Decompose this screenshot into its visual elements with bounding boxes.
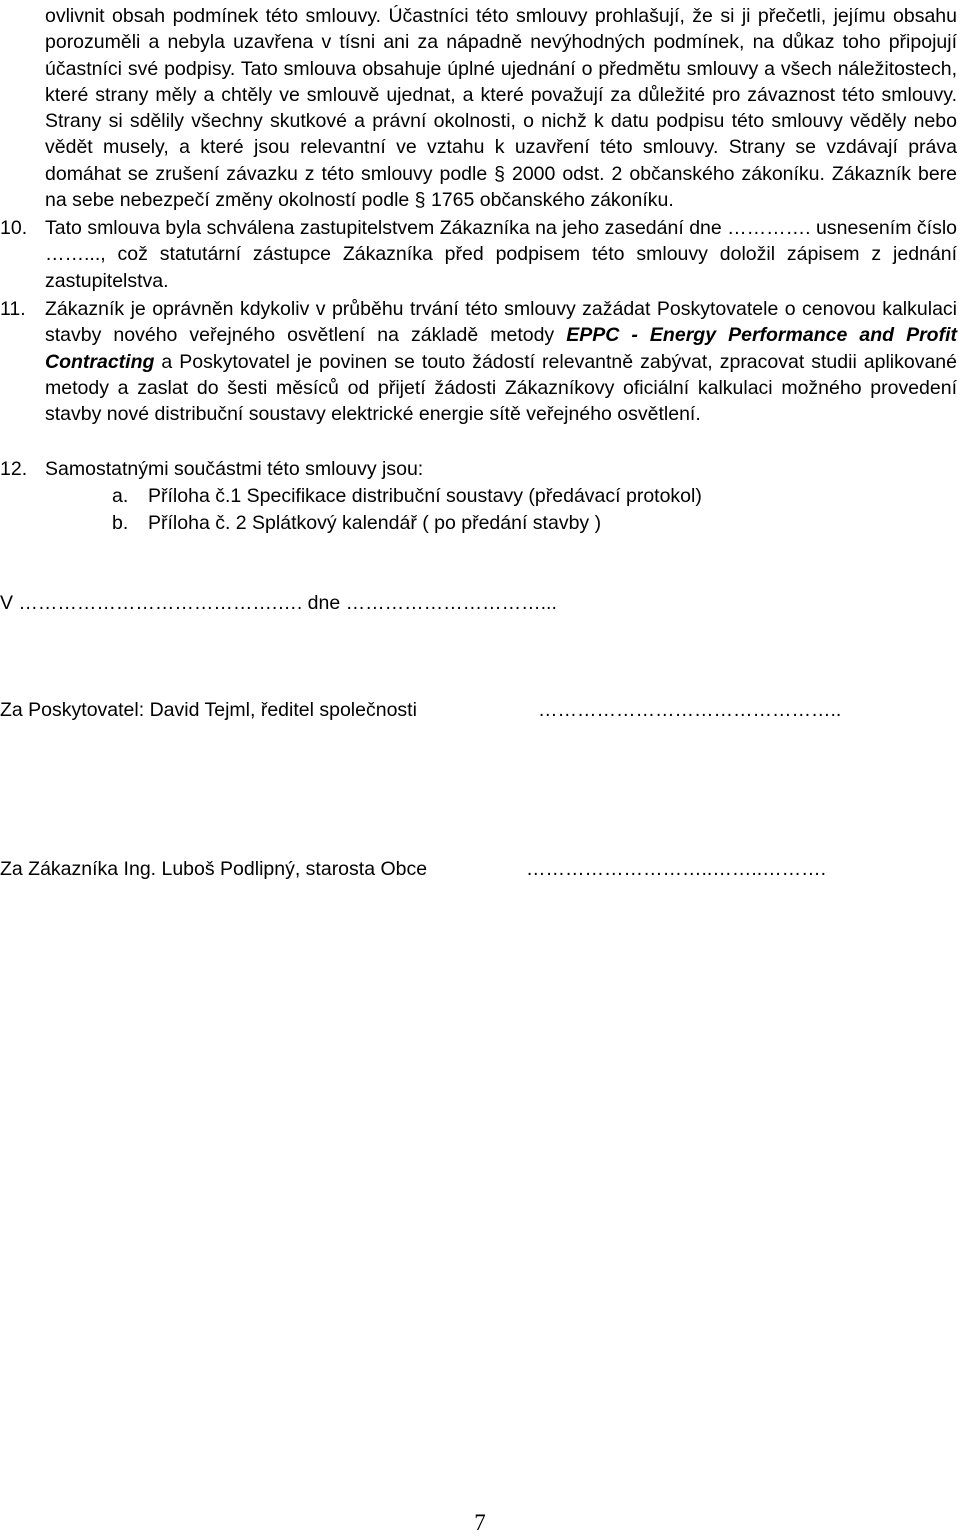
signature-line: ………………………..……..………. <box>526 858 827 880</box>
item-number: 10. <box>0 217 28 239</box>
subitem-text: Příloha č.1 Specifikace distribuční soustavy (předávací protokol) <box>148 485 702 507</box>
subitem-letter: b. <box>112 512 129 534</box>
item-number: 11. <box>0 298 26 320</box>
signature-line: ……………………………………….. <box>538 699 842 721</box>
place-date-line: V ………………………………….…. dne …………………………... <box>0 592 557 614</box>
item-text-part: Zákazník je oprávněn kdykoliv v průběhu trvání této smlouvy zažádat Poskytovatele o cenovou kalkulaci stavby nového veřejného osvětlení na základě metody <box>45 298 957 347</box>
subitem-text: Příloha č. 2 Splátkový kalendář ( po předání stavby ) <box>148 512 602 534</box>
paragraph-text: 1765 občanského zákoníku. <box>425 189 674 212</box>
signature-label: Za Poskytovatel: David Tejml, ředitel společnosti <box>0 699 417 721</box>
item-text <box>45 296 957 427</box>
paragraph-text: ovlivnit obsah podmínek této smlouvy. Účastníci této smlouvy prohlašují, že si ji přečetli, jejímu obsahu porozuměli a nebyla uzavřena v tísni ani za nápadně nevýhodných podmínek, na důkaz toho připojují účastníci své podpisy. Tato smlouva obsahuje úplné ujednání o předmětu smlouvy a všech náležitostech, které strany měly a chtěly ve smlouvě ujednat, a které považují za důležité pro závaznost této smlouvy. Strany si sdělily všechny skutkové a právní okolnosti, o nichž k datu podpisu této smlouvy věděly nebo vědět musely, a které jsou relevantní ve vztahu k uzavření této smlouvy. Strany se vzdávají práva domáhat se zrušení závazku z této smlouvy podle <box>45 5 957 185</box>
paragraph-text: 2000 odst. 2 občanského zákoníku. Zákazník bere na sebe nebezpečí změny okolností podle <box>45 162 958 212</box>
item-text-part: a Poskytovatel je povinen se touto žádostí relevantně zabývat, zpracovat studii aplikované metody a zaslat do šesti měsíců od přijetí žádosti Zákazníkovy oficiální kalkulaci možného provedení stavby nové distribuční soustavy elektrické energie sítě veřejného osvětlení. <box>45 350 957 426</box>
subitem-letter: a. <box>112 485 129 507</box>
closing-paragraph <box>45 3 957 213</box>
section-sign: § <box>414 189 426 212</box>
page-number: 7 <box>474 1510 486 1535</box>
section-sign: § <box>494 162 506 185</box>
item-text: Samostatnými součástmi této smlouvy jsou: <box>45 458 424 480</box>
signature-label: Za Zákazníka Ing. Luboš Podlipný, starosta Obce <box>0 858 428 880</box>
item-text: Tato smlouva byla schválena zastupitelstvem Zákazníka na jeho zasedání dne …………. usnesením číslo ……..., což statutární zástupce Zákazníka před podpisem této smlouvy doložil zápisem z jednání zastupitelstva. <box>45 217 957 292</box>
item-number: 12. <box>0 458 28 480</box>
method-name-emphasis: EPPC - Energy Performance and Profit Contracting <box>45 324 957 373</box>
